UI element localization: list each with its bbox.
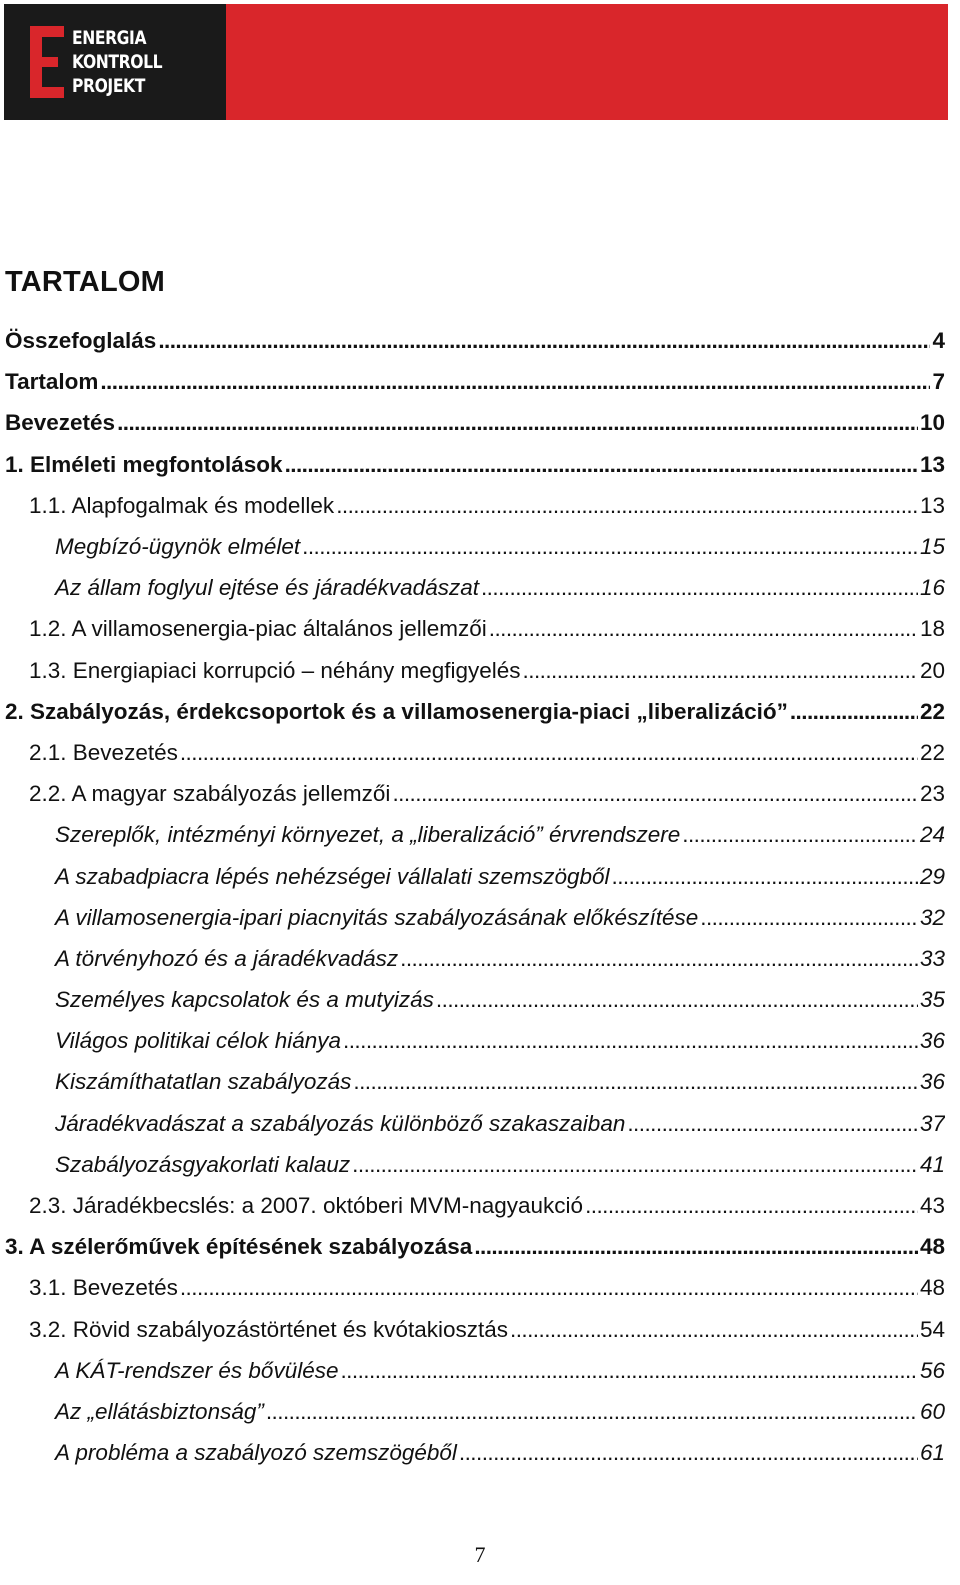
toc-dot-leader bbox=[523, 650, 918, 691]
toc-entry-page: 7 bbox=[932, 369, 945, 395]
toc-entry-title: Megbízó-ügynök elmélet bbox=[55, 534, 301, 560]
toc-entry-title: 1.2. A villamosenergia-piac általános jellemzői bbox=[29, 616, 487, 642]
toc-entry-page: 43 bbox=[919, 1193, 945, 1219]
toc-entry[interactable] bbox=[5, 1061, 945, 1102]
toc-entry[interactable] bbox=[5, 526, 945, 567]
toc-entry[interactable] bbox=[5, 938, 945, 979]
toc-entry[interactable] bbox=[5, 1185, 945, 1226]
toc-entry[interactable] bbox=[5, 650, 945, 691]
toc-entry[interactable] bbox=[5, 361, 945, 402]
toc-entry-title: 1.3. Energiapiaci korrupció – néhány megfigyelés bbox=[29, 657, 521, 683]
toc-entry-title: 3.2. Rövid szabályozástörténet és kvótakiosztás bbox=[29, 1316, 508, 1342]
table-of-contents bbox=[5, 320, 945, 1473]
toc-entry-page: 35 bbox=[919, 987, 945, 1013]
toc-dot-leader bbox=[700, 897, 918, 938]
toc-entry-page: 48 bbox=[919, 1275, 945, 1301]
toc-entry[interactable] bbox=[5, 1432, 945, 1473]
toc-entry-title: Világos politikai célok hiánya bbox=[55, 1028, 342, 1054]
toc-entry-title: A szabadpiacra lépés nehézségei vállalati szemszögből bbox=[55, 863, 610, 889]
toc-entry[interactable] bbox=[5, 1350, 945, 1391]
toc-entry[interactable] bbox=[5, 402, 945, 443]
toc-entry-title: A törvényhozó és a járadékvadász bbox=[55, 945, 399, 971]
toc-entry-title: A villamosenergia-ipari piacnyitás szabályozásának előkészítése bbox=[55, 904, 699, 930]
toc-dot-leader bbox=[158, 320, 930, 361]
page-number: 7 bbox=[474, 1542, 486, 1567]
logo-e-mark bbox=[30, 26, 66, 98]
toc-entry[interactable] bbox=[5, 1267, 945, 1308]
toc-entry-page: 32 bbox=[919, 904, 945, 930]
toc-entry-page: 37 bbox=[919, 1110, 945, 1136]
toc-entry[interactable] bbox=[5, 979, 945, 1020]
toc-entry-page: 22 bbox=[919, 739, 945, 765]
toc-entry-page: 33 bbox=[919, 945, 945, 971]
toc-entry-page: 16 bbox=[919, 575, 945, 601]
toc-dot-leader bbox=[585, 1185, 918, 1226]
toc-entry-title: 1. Elméleti megfontolások bbox=[5, 451, 283, 477]
toc-entry-title: 1.1. Alapfogalmak és modellek bbox=[29, 492, 335, 518]
toc-entry[interactable] bbox=[5, 897, 945, 938]
toc-entry-title: Az állam foglyul ejtése és járadékvadászat bbox=[55, 575, 479, 601]
toc-entry-page: 4 bbox=[932, 328, 945, 354]
toc-dot-leader bbox=[474, 1226, 918, 1267]
toc-entry[interactable] bbox=[5, 1103, 945, 1144]
toc-entry[interactable] bbox=[5, 320, 945, 361]
toc-dot-leader bbox=[489, 608, 918, 649]
logo-line-3: PROJEKT bbox=[72, 75, 145, 97]
toc-dot-leader bbox=[392, 773, 918, 814]
toc-entry-title: Bevezetés bbox=[5, 410, 116, 436]
toc-entry-page: 13 bbox=[919, 492, 945, 518]
toc-dot-leader bbox=[343, 1020, 918, 1061]
toc-entry[interactable] bbox=[5, 1020, 945, 1061]
toc-entry-title: 2.1. Bevezetés bbox=[29, 739, 178, 765]
toc-dot-leader bbox=[340, 1350, 917, 1391]
toc-entry-page: 13 bbox=[919, 451, 945, 477]
toc-dot-leader bbox=[285, 444, 918, 485]
toc-entry[interactable] bbox=[5, 608, 945, 649]
toc-entry[interactable] bbox=[5, 567, 945, 608]
toc-entry-page: 36 bbox=[919, 1069, 945, 1095]
toc-dot-leader bbox=[481, 567, 918, 608]
toc-entry[interactable] bbox=[5, 485, 945, 526]
logo-wordmark bbox=[72, 26, 222, 98]
toc-dot-leader bbox=[302, 526, 918, 567]
toc-dot-leader bbox=[510, 1309, 918, 1350]
toc-entry-page: 41 bbox=[919, 1151, 945, 1177]
toc-entry-title: Összefoglalás bbox=[5, 328, 157, 354]
toc-entry[interactable] bbox=[5, 1309, 945, 1350]
logo bbox=[4, 4, 226, 120]
toc-dot-leader bbox=[353, 1061, 918, 1102]
toc-entry[interactable] bbox=[5, 773, 945, 814]
toc-dot-leader bbox=[117, 402, 918, 443]
toc-dot-leader bbox=[790, 691, 918, 732]
toc-entry-page: 29 bbox=[919, 863, 945, 889]
toc-dot-leader bbox=[336, 485, 918, 526]
toc-entry-title: 2. Szabályozás, érdekcsoportok és a villamosenergia-piaci „liberalizáció” bbox=[5, 698, 788, 724]
toc-entry-page: 15 bbox=[919, 534, 945, 560]
toc-entry-title: Az „ellátásbiztonság” bbox=[55, 1398, 264, 1424]
toc-dot-leader bbox=[180, 732, 918, 773]
toc-entry-title: A probléma a szabályozó szemszögéből bbox=[55, 1440, 457, 1466]
logo-line-1: ENERGIA bbox=[72, 27, 147, 49]
toc-entry[interactable] bbox=[5, 1144, 945, 1185]
toc-dot-leader bbox=[682, 814, 918, 855]
toc-entry-page: 54 bbox=[919, 1316, 945, 1342]
toc-heading: TARTALOM bbox=[5, 266, 165, 298]
toc-entry-title: Járadékvadászat a szabályozás különböző szakaszaiban bbox=[55, 1110, 626, 1136]
toc-dot-leader bbox=[266, 1391, 918, 1432]
toc-dot-leader bbox=[352, 1144, 918, 1185]
toc-entry-page: 61 bbox=[919, 1440, 945, 1466]
toc-dot-leader bbox=[459, 1432, 918, 1473]
logo-line-2: KONTROLL bbox=[72, 51, 163, 73]
toc-entry-title: 2.3. Járadékbecslés: a 2007. októberi MVM-nagyaukció bbox=[29, 1193, 584, 1219]
toc-dot-leader bbox=[436, 979, 918, 1020]
toc-entry-title: Szabályozásgyakorlati kalauz bbox=[55, 1151, 351, 1177]
toc-entry[interactable] bbox=[5, 444, 945, 485]
toc-dot-leader bbox=[100, 361, 930, 402]
toc-entry-page: 20 bbox=[919, 657, 945, 683]
toc-entry-title: Személyes kapcsolatok és a mutyizás bbox=[55, 987, 434, 1013]
toc-entry-page: 22 bbox=[919, 698, 945, 724]
toc-entry-title: 3.1. Bevezetés bbox=[29, 1275, 178, 1301]
toc-dot-leader bbox=[180, 1267, 918, 1308]
toc-entry-title: 2.2. A magyar szabályozás jellemzői bbox=[29, 781, 391, 807]
toc-entry-title: Kiszámíthatatlan szabályozás bbox=[55, 1069, 352, 1095]
toc-entry[interactable] bbox=[5, 1391, 945, 1432]
toc-entry-page: 60 bbox=[919, 1398, 945, 1424]
toc-entry[interactable] bbox=[5, 855, 945, 896]
toc-entry-page: 56 bbox=[919, 1357, 945, 1383]
toc-entry[interactable] bbox=[5, 691, 945, 732]
toc-entry-title: 3. A szélerőművek építésének szabályozása bbox=[5, 1234, 473, 1260]
toc-entry[interactable] bbox=[5, 1226, 945, 1267]
toc-dot-leader bbox=[627, 1103, 918, 1144]
toc-entry-page: 36 bbox=[919, 1028, 945, 1054]
toc-entry-title: A KÁT-rendszer és bővülése bbox=[55, 1357, 339, 1383]
toc-dot-leader bbox=[612, 856, 918, 897]
toc-entry-page: 24 bbox=[919, 822, 945, 848]
toc-dot-leader bbox=[400, 938, 918, 979]
toc-entry[interactable] bbox=[5, 814, 945, 855]
header-banner bbox=[4, 4, 948, 120]
toc-entry-page: 18 bbox=[919, 616, 945, 642]
toc-entry-title: Szereplők, intézményi környezet, a „liberalizáció” érvrendszere bbox=[55, 822, 681, 848]
toc-entry[interactable] bbox=[5, 732, 945, 773]
toc-entry-page: 10 bbox=[919, 410, 945, 436]
toc-entry-title: Tartalom bbox=[5, 369, 99, 395]
toc-entry-page: 48 bbox=[919, 1234, 945, 1260]
toc-entry-page: 23 bbox=[919, 781, 945, 807]
